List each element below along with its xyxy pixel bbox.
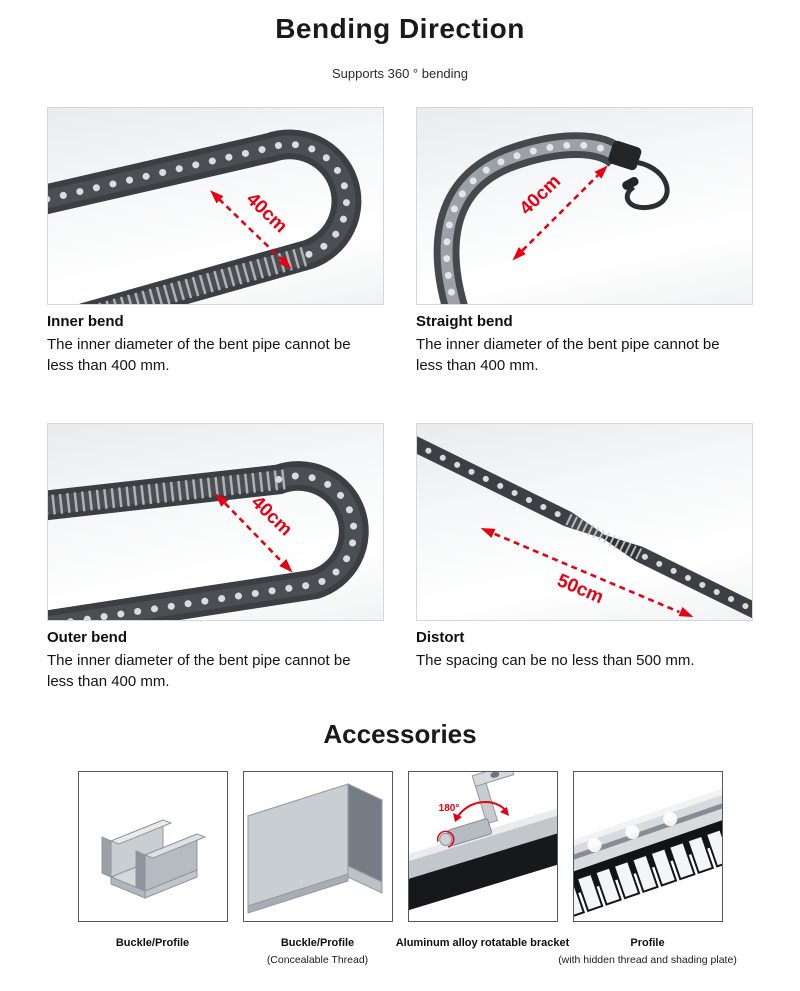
accessory-sublabel: (with hidden thread and shading plate) — [558, 953, 737, 966]
accessory-label: Profile — [630, 936, 665, 949]
accessory-shading-profile — [558, 771, 737, 966]
bend-caption — [47, 313, 384, 376]
buckle-profile-image — [79, 772, 227, 921]
bend-card-inner — [47, 107, 384, 376]
accessory-box — [78, 771, 228, 922]
accessory-label: Aluminum alloy rotatable bracket — [395, 936, 570, 949]
accessory-label: Buckle/Profile — [115, 936, 190, 949]
bending-grid — [47, 107, 753, 693]
dimension-arrow — [512, 165, 607, 260]
accessory-box — [243, 771, 393, 922]
page-subtitle: Supports 360 ° bending — [331, 66, 469, 81]
straight-bend-illustration — [417, 108, 752, 304]
accessories-row — [0, 771, 800, 966]
accessory-rotatable-bracket — [395, 771, 570, 966]
dimension-label: 40cm — [247, 491, 297, 540]
inner-bend-image — [47, 107, 384, 305]
concealable-profile-image — [244, 772, 392, 921]
page-header — [0, 0, 800, 81]
bend-caption — [416, 629, 753, 672]
straight-bend-image — [416, 107, 753, 305]
bend-heading: Distort — [416, 629, 465, 647]
bend-card-straight — [416, 107, 753, 376]
bend-description: The inner diameter of the bent pipe cannot be less than 400 mm. — [47, 652, 351, 691]
distort-illustration — [417, 424, 752, 620]
bend-description: The inner diameter of the bent pipe cannot be less than 400 mm. — [47, 336, 351, 374]
bend-caption — [47, 629, 384, 692]
rail — [409, 772, 557, 913]
dimension-label: 40cm — [515, 170, 565, 219]
dimension-label: 50cm — [554, 569, 607, 608]
bend-card-outer — [47, 423, 384, 692]
accessory-buckle-profile — [78, 771, 228, 966]
accessory-box — [573, 771, 723, 922]
distort-image — [416, 423, 753, 621]
bend-caption — [416, 313, 753, 376]
page-title: Bending Direction — [275, 13, 525, 44]
bend-heading: Outer bend — [47, 629, 128, 647]
bend-heading: Inner bend — [47, 313, 124, 330]
accessory-box — [408, 771, 558, 922]
dimension-label: 40cm — [242, 187, 292, 237]
dimension-arrow — [215, 492, 297, 573]
accessory-buckle-profile-concealable — [243, 771, 393, 966]
bend-card-distort — [416, 423, 753, 692]
accessories-title: Accessories — [323, 718, 477, 749]
rotation-arrow — [438, 802, 508, 822]
bend-description: The spacing can be no less than 500 mm. — [416, 652, 695, 670]
outer-bend-illustration — [48, 424, 383, 620]
bend-description: The inner diameter of the bent pipe cannot be less than 400 mm. — [416, 336, 720, 374]
bend-heading: Straight bend — [416, 313, 513, 330]
rotatable-bracket-image — [409, 772, 557, 921]
outer-bend-image — [47, 423, 384, 621]
rotation-label: 180° — [438, 802, 459, 814]
shading-profile-image — [574, 772, 722, 921]
accessory-sublabel: (Concealable Thread) — [266, 953, 369, 966]
inner-bend-illustration — [48, 108, 383, 304]
rail — [574, 785, 722, 918]
accessory-label: Buckle/Profile — [280, 936, 355, 949]
